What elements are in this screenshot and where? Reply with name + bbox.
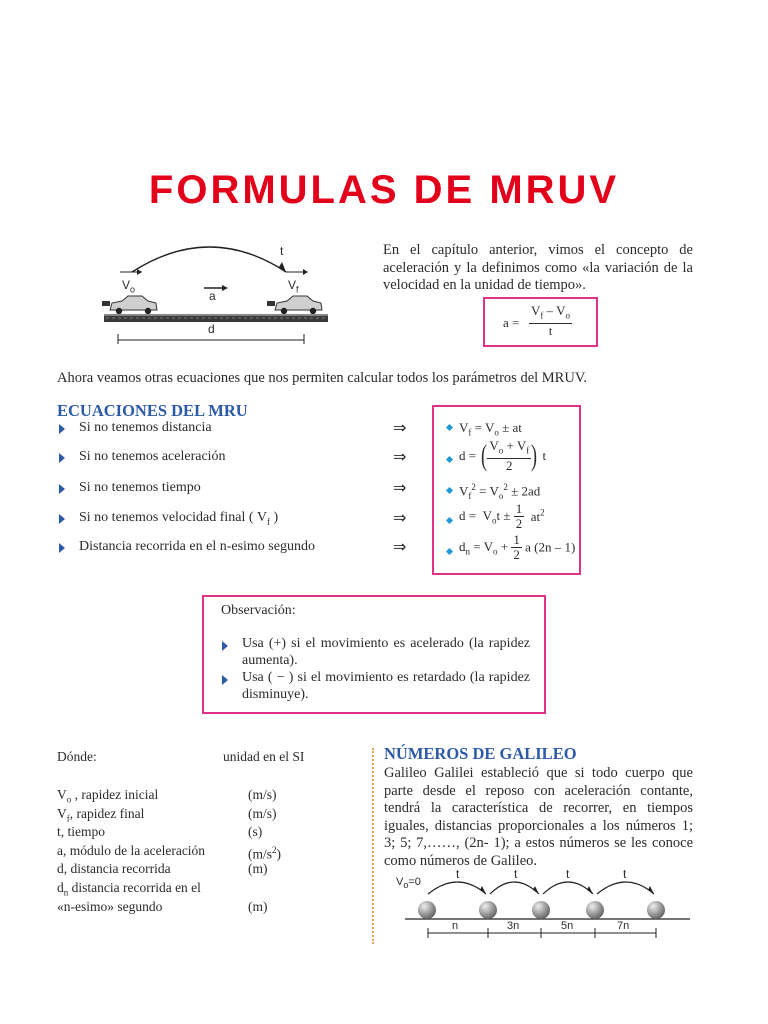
ball-icon	[586, 901, 604, 919]
galileo-paragraph: Galileo Galilei estableció que si todo cuerpo que parte desde el reposo con aceleración contante, tendrá la característica de recorrer, en tiempos iguales, distancias proporcionales a los números 1; 3; 5; 7,……, (2n- 1); a estos números se les conoce como números de Galileo.	[384, 765, 693, 869]
section-heading-galileo: NÚMEROS DE GALILEO	[384, 744, 577, 763]
galileo-segment-label: 3n	[507, 920, 520, 932]
diamond-bullet-icon	[446, 424, 453, 431]
galileo-t-label: t	[514, 867, 518, 881]
observation-box	[202, 595, 546, 714]
formula-vf: $V_f = V_o$ ± at	[459, 420, 522, 438]
car-diagram-vo-label: $V_o$	[122, 278, 136, 295]
galileo-diagram	[390, 866, 692, 938]
where-unit: (m/s)	[248, 787, 277, 802]
implies-arrow-icon: ⇒	[393, 508, 407, 527]
acceleration-fraction: $\frac{V_f - V_o}{t}$	[531, 303, 571, 338]
formula-d-time: $d = V_ot$ ± $\frac{1}{2}$ $at^2$	[459, 501, 545, 531]
car-end-icon	[267, 296, 322, 314]
where-unit: (m)	[248, 899, 268, 914]
bullet-icon	[59, 453, 65, 463]
where-unit: (m/s)	[248, 806, 277, 821]
mruv-formulas-box	[432, 405, 581, 575]
car-diagram-d-label: d	[208, 322, 215, 336]
where-heading: Dónde:	[57, 749, 97, 764]
implies-arrow-icon: ⇒	[393, 478, 407, 497]
bullet-icon	[59, 543, 65, 553]
car-diagram-vf-label: $V_f$	[288, 278, 299, 295]
ball-icon	[647, 901, 665, 919]
car-diagram	[100, 240, 330, 350]
car-start-icon	[102, 296, 157, 314]
observation-title: Observación:	[221, 603, 296, 618]
bullet-icon	[59, 484, 65, 494]
where-row: t, tiempo	[57, 824, 106, 839]
implies-arrow-icon: ⇒	[393, 537, 407, 556]
bullet-icon	[59, 514, 65, 524]
observation-item: Usa (+) si el movimiento es acelerado (la rapidez aumenta).	[242, 636, 530, 668]
where-row: $V_f$, rapidez final	[57, 806, 145, 824]
galileo-segment-label: 5n	[561, 920, 574, 932]
formula-dn: $d_n = V_o$ + $\frac{1}{2}$ a (2n – 1)	[459, 532, 576, 562]
implies-arrow-icon: ⇒	[393, 418, 407, 437]
bullet-icon	[222, 641, 228, 651]
acceleration-formula-box	[483, 297, 598, 347]
formula-vf-squared: $V_f^2 = V_o^2 \pm 2ad$	[459, 482, 541, 501]
where-row: «n-esimo» segundo	[57, 899, 163, 914]
page-title: FORMULAS DE MRUV	[148, 168, 620, 212]
intro-paragraph: En el capítulo anterior, vimos el concepto de aceleración y la definimos como «la variación de la velocidad en la unidad de tiempo».	[383, 242, 693, 293]
mru-row-label: Si no tenemos aceleración	[79, 449, 226, 464]
mru-row-label: Si no tenemos tiempo	[79, 480, 201, 495]
diamond-bullet-icon	[446, 456, 453, 463]
observation-item: Usa ( − ) si el movimiento es retardado (la rapidez disminuye).	[242, 670, 530, 702]
car-diagram-t-label: t	[280, 244, 284, 258]
mru-row-label: Si no tenemos velocidad final ( $V_f$ )	[79, 510, 279, 527]
where-unit: $(m/s^2)$	[248, 845, 282, 862]
diamond-bullet-icon	[446, 517, 453, 524]
ball-icon	[532, 901, 550, 919]
bullet-icon	[222, 675, 228, 685]
where-unit: (m)	[248, 861, 268, 876]
where-unit: (s)	[248, 824, 263, 839]
bullet-icon	[59, 424, 65, 434]
acceleration-lhs: a =	[503, 315, 520, 330]
formula-d-avg: d = ( $\frac{V_o + V_f}{2}$ ) t	[459, 438, 547, 473]
where-row: a, módulo de la aceleración	[57, 843, 206, 858]
car-diagram-a-label: a	[209, 289, 216, 303]
galileo-segment-label: n	[452, 920, 459, 932]
diamond-bullet-icon	[446, 487, 453, 494]
lead-sentence: Ahora veamos otras ecuaciones que nos permiten calcular todos los parámetros del MRUV.	[57, 370, 588, 386]
diamond-bullet-icon	[446, 548, 453, 555]
unit-heading: unidad en el SI	[223, 749, 305, 764]
galileo-t-label: t	[623, 867, 627, 881]
where-row: d, distancia recorrida	[57, 861, 171, 876]
galileo-t-label: t	[566, 867, 570, 881]
implies-arrow-icon: ⇒	[393, 447, 407, 466]
galileo-segment-label: 7n	[617, 920, 630, 932]
galileo-t-label: t	[456, 867, 460, 881]
column-divider	[372, 748, 374, 944]
section-heading-mru: ECUACIONES DEL MRU	[57, 401, 248, 420]
ball-icon	[418, 901, 436, 919]
galileo-vo-label: $V_o=0$	[396, 876, 421, 891]
mru-row-label: Si no tenemos distancia	[79, 420, 212, 435]
where-row: $d_n$ distancia recorrida en el	[57, 880, 201, 898]
where-row: $V_o$ , rapidez inicial	[57, 787, 159, 805]
ball-icon	[479, 901, 497, 919]
mru-row-label: Distancia recorrida en el n-esimo segundo	[79, 539, 315, 554]
